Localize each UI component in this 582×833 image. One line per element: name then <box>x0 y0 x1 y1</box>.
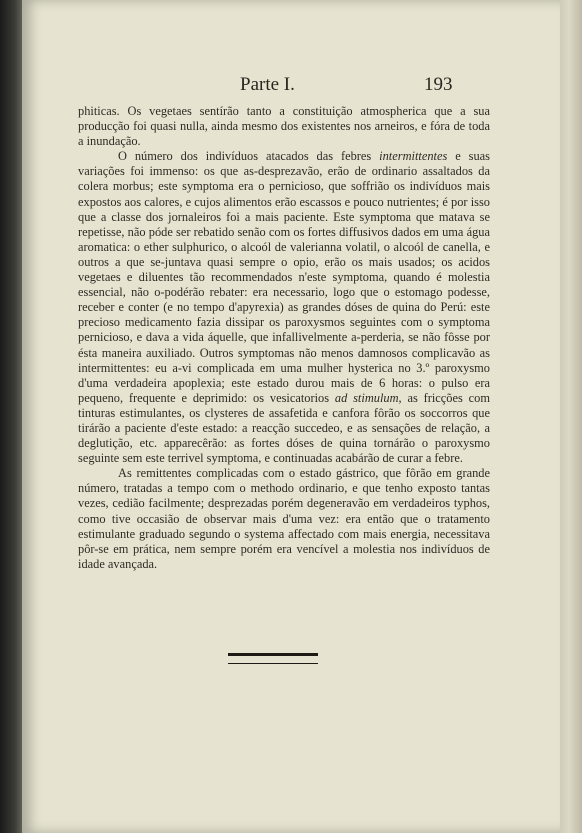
paragraph-2-text-c: e suas variações foi immenso: os que as-desprezavão, erão de ordinario assaltados da colera morbus; este symptoma era o pernicioso, que soffrião os indivíduos mais expostos aos calores, e cujos alimentos erão escassos e pouco nutrientes; é por isso que a classe dos jornaleiros foi a mais paciente. Este symptoma que matava se repetisse, não póde ser rebatido senão com os fortes diffusivos dados em uma água aromatica: o ether sulphurico, o alcoól de valerianna volatil, o alcoól de canella, e outros a que se-juntava quasi sempre o opio, erão os mais usados; os acidos vegetaes e diluentes tão recommendados n'este symptoma, quando é molestia essencial, não o-podérão rebater: era necessario, logo que o estomago podesse, receber e conter (e no tempo d'apyrexia) as grandes dóses de quina do Perú: este precioso medicamento fazia dissipar os paroxysmos seguintes com o symptoma pernicioso, e dava a vida áquelle, que infallivelmente a-perderia, se não fôsse por ésta maneira auxiliado. Outros symptomas não menos damnosos complicavão as intermittentes: eu a-vi complicada em uma mulher hysterica no 3.º paroxysmo d'uma verdadeira apoplexia; este estado durou mais de 6 horas: o pulso era pequeno, frequente e deprimido: os vesicatorios <box>78 149 490 405</box>
page-number: 193 <box>424 74 453 95</box>
paragraph-2-italic-ad-stimulum: ad stimulum <box>334 390 399 405</box>
paragraph-2 <box>78 149 490 466</box>
section-end-rule <box>228 653 318 664</box>
scan-frame-left <box>0 0 24 833</box>
paragraph-2-italic-intermittentes: intermittentes <box>379 149 448 164</box>
paragraph-2-text-a: O número dos indivíduos atacados das febres <box>118 149 380 164</box>
paragraph-1-text: phiticas. Os vegetaes sentírão tanto a constituição atmospherica que a sua producção foi quasi nulla, ainda mesmo dos existentes nos arneiros, e fóra de toda a inundação. <box>78 104 490 149</box>
running-head: Parte I. <box>240 74 295 95</box>
page-header <box>22 74 562 98</box>
body-text <box>78 104 490 572</box>
scan-frame-right <box>560 0 582 833</box>
paragraph-2-text-e: , as fricções com tinturas estimulantes, os clysteres de assafetida e canfora fôrão os soccorros que tirárão a paciente d'este estado: a reacção succedeo, e as sensações de relação, a deglutição, etc. apparecêrão: as fortes dóses de quina tornárão o paroxysmo seguinte sem este terrivel symptoma, e continuadas acabárão de curar a febre. <box>78 390 490 466</box>
paragraph-1 <box>78 104 490 149</box>
book-page <box>22 0 562 833</box>
paragraph-3 <box>78 466 490 572</box>
paragraph-3-text: As remittentes complicadas com o estado gástrico, que fôrão em grande número, tratadas a tempo com o methodo ordinario, e que tenho exposto tantas vezes, cedião facilmente; desprezadas porém degeneravão em verdadeiros typhos, como tive occasião de observar mais d'uma vez: era então que o tratamento estimulante graduado segundo o systema affectado com mais energia, necessitava pôr-se em prática, nem sempre porém era vencível a molestia nos indivíduos de idade avançada. <box>78 466 490 571</box>
